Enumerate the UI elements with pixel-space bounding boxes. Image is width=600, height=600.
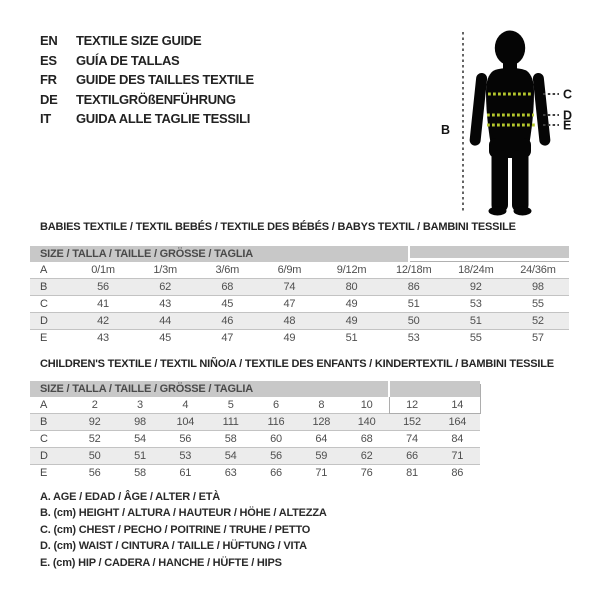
table-cell: 116 <box>267 416 285 428</box>
table-cell: 6/9m <box>277 264 302 276</box>
table-cell: 111 <box>222 416 239 428</box>
table-cell: 3 <box>137 399 143 411</box>
table-cell: 41 <box>97 298 109 310</box>
language-code: DE <box>40 91 58 107</box>
table-cell: 56 <box>97 281 109 293</box>
measurement-legend <box>40 489 327 571</box>
table-cell: 60 <box>270 433 282 445</box>
language-code: FR <box>40 72 57 87</box>
children-size-table <box>30 381 480 481</box>
table-cell: 49 <box>345 298 358 310</box>
table-cell: 54 <box>134 433 146 445</box>
height-label: B <box>441 123 451 137</box>
table-cell: 12 <box>406 399 418 411</box>
table-cell: 62 <box>360 450 373 462</box>
table-cell: 3/6m <box>215 264 240 276</box>
table-cell: 43 <box>159 298 172 310</box>
table-cell: 6 <box>273 399 279 411</box>
table-cell: 56 <box>88 467 101 479</box>
measurement-figure <box>435 12 595 227</box>
table-cell: 68 <box>221 281 234 293</box>
table-cell: 55 <box>532 298 544 310</box>
table-cell: 24/36m <box>520 264 556 276</box>
language-label: TEXTILE SIZE GUIDE <box>76 33 202 48</box>
table-cell: 98 <box>532 281 544 293</box>
language-guide-row <box>40 90 254 110</box>
table-row <box>30 312 569 329</box>
babies-size-header: SIZE / TALLA / TAILLE / GRÖSSE / TAGLIA <box>30 246 569 262</box>
table-cell: 86 <box>407 281 420 293</box>
row-label: A <box>40 264 48 276</box>
language-guide-row <box>40 70 254 90</box>
table-row <box>30 295 569 312</box>
table-cell: 46 <box>221 315 234 327</box>
table-cell: 81 <box>406 467 418 479</box>
table-cell: 164 <box>448 416 467 428</box>
table-cell: 53 <box>179 450 192 462</box>
table-cell: 58 <box>134 467 146 479</box>
table-cell: 92 <box>469 281 482 293</box>
table-cell: 152 <box>403 416 421 428</box>
row-label: C <box>40 433 48 445</box>
table-cell: 52 <box>532 315 544 327</box>
table-cell: 45 <box>159 332 172 344</box>
table-cell: 71 <box>451 450 464 462</box>
row-label: E <box>40 467 48 479</box>
child-silhouette <box>469 31 551 216</box>
table-cell: 74 <box>283 281 296 293</box>
table-cell: 66 <box>270 467 282 479</box>
language-guide-row <box>40 31 254 51</box>
table-row <box>30 413 480 430</box>
table-cell: 5 <box>227 399 234 411</box>
legend-item: D. (cm) WAIST / CINTURA / TAILLE / HÜFTUNG / VITA <box>40 540 307 553</box>
child-silhouette-icon <box>435 12 595 227</box>
row-label: B <box>40 281 48 293</box>
language-guide-list <box>40 31 254 129</box>
height-line <box>441 32 463 213</box>
language-label: GUIDE DES TAILLES TEXTILE <box>76 72 254 87</box>
table-cell: 2 <box>91 399 98 411</box>
table-cell: 56 <box>270 450 282 462</box>
language-label: TEXTILGRÖßENFÜHRUNG <box>76 91 236 107</box>
table-cell: 76 <box>360 467 373 479</box>
legend-item: A. AGE / EDAD / ÂGE / ALTER / ETÀ <box>40 491 221 503</box>
table-cell: 66 <box>406 450 418 462</box>
row-label: D <box>40 450 48 462</box>
babies-header-highlight <box>410 258 569 262</box>
table-cell: 140 <box>357 416 376 428</box>
table-cell: 43 <box>97 332 109 344</box>
table-cell: 48 <box>283 315 296 327</box>
table-cell: 4 <box>182 399 189 411</box>
table-cell: 50 <box>88 450 101 462</box>
children-section-heading: CHILDREN'S TEXTILE / TEXTIL NIÑO/A / TEXTILE DES ENFANTS / KINDERTEXTIL / BAMBINI TESSILE <box>40 358 554 370</box>
table-cell: 47 <box>221 332 234 344</box>
legend-item: B. (cm) HEIGHT / ALTURA / HAUTEUR / HÖHE / ALTEZZA <box>40 507 327 520</box>
table-cell: 0/1m <box>91 264 115 276</box>
table-cell: 47 <box>283 298 296 310</box>
children-header-notch <box>388 381 390 397</box>
table-cell: 51 <box>469 315 482 327</box>
table-cell: 98 <box>134 416 146 428</box>
table-cell: 92 <box>88 416 101 428</box>
table-cell: 51 <box>407 298 420 310</box>
table-cell: 68 <box>360 433 373 445</box>
table-cell: 71 <box>315 467 328 479</box>
language-code: EN <box>40 33 58 48</box>
table-cell: 86 <box>451 467 464 479</box>
babies-section-heading: BABIES TEXTILE / TEXTIL BEBÉS / TEXTILE DES BÉBÉS / BABYS TEXTIL / BAMBINI TESSILE <box>40 221 516 233</box>
table-cell: 53 <box>407 332 420 344</box>
table-cell: 51 <box>345 332 358 344</box>
table-cell: 56 <box>179 433 192 445</box>
language-label: GUIDA ALLE TAGLIE TESSILI <box>76 111 251 126</box>
legend-item: E. (cm) HIP / CADERA / HANCHE / HÜFTE / HIPS <box>40 556 282 569</box>
table-cell: 58 <box>224 433 237 445</box>
row-label: D <box>40 315 48 327</box>
babies-table-body <box>30 262 569 346</box>
table-row <box>30 278 569 295</box>
table-cell: 54 <box>224 450 237 462</box>
table-cell: 104 <box>176 416 195 428</box>
table-cell: 1/3m <box>153 264 178 276</box>
table-cell: 59 <box>315 450 328 462</box>
table-row <box>30 464 480 481</box>
legend-item: C. (cm) CHEST / PECHO / POITRINE / TRUHE / PETTO <box>40 523 311 536</box>
table-cell: 50 <box>407 315 420 327</box>
table-cell: 45 <box>221 298 234 310</box>
table-cell: 10 <box>360 399 373 411</box>
table-cell: 52 <box>88 433 101 445</box>
language-label: GUÍA DE TALLAS <box>76 52 180 68</box>
row-label: E <box>40 332 48 344</box>
children-size-header: SIZE / TALLA / TAILLE / GRÖSSE / TAGLIA <box>30 381 480 397</box>
table-cell: 12/18m <box>395 264 432 276</box>
language-guide-row <box>40 51 254 71</box>
language-guide-row <box>40 109 254 129</box>
table-cell: 57 <box>532 332 544 344</box>
chest-label: C <box>563 87 573 102</box>
table-cell: 84 <box>451 433 464 445</box>
row-label: C <box>40 298 48 310</box>
table-row <box>30 430 480 447</box>
table-cell: 14 <box>451 399 464 411</box>
row-label: A <box>40 399 48 411</box>
table-row <box>30 329 569 346</box>
table-cell: 53 <box>469 298 482 310</box>
table-cell: 61 <box>179 467 192 479</box>
hip-label: E <box>563 118 572 133</box>
table-row <box>30 447 480 464</box>
table-cell: 49 <box>283 332 296 344</box>
table-cell: 62 <box>159 281 172 293</box>
table-row <box>30 397 480 413</box>
table-cell: 74 <box>406 433 418 445</box>
row-label: B <box>40 416 48 428</box>
children-table-body <box>30 397 480 481</box>
language-code: IT <box>40 111 51 126</box>
table-cell: 44 <box>159 315 172 327</box>
table-cell: 49 <box>345 315 358 327</box>
babies-size-table <box>30 246 569 346</box>
table-cell: 80 <box>345 281 358 293</box>
table-cell: 55 <box>469 332 482 344</box>
table-cell: 8 <box>318 399 325 411</box>
table-cell: 18/24m <box>458 264 494 276</box>
table-cell: 128 <box>312 416 331 428</box>
table-row <box>30 262 569 278</box>
waist-label: D <box>563 108 573 123</box>
language-code: ES <box>40 52 57 68</box>
table-cell: 63 <box>224 467 237 479</box>
table-cell: 42 <box>97 315 109 327</box>
table-cell: 51 <box>134 450 146 462</box>
table-cell: 9/12m <box>336 264 367 276</box>
table-cell: 64 <box>315 433 328 445</box>
